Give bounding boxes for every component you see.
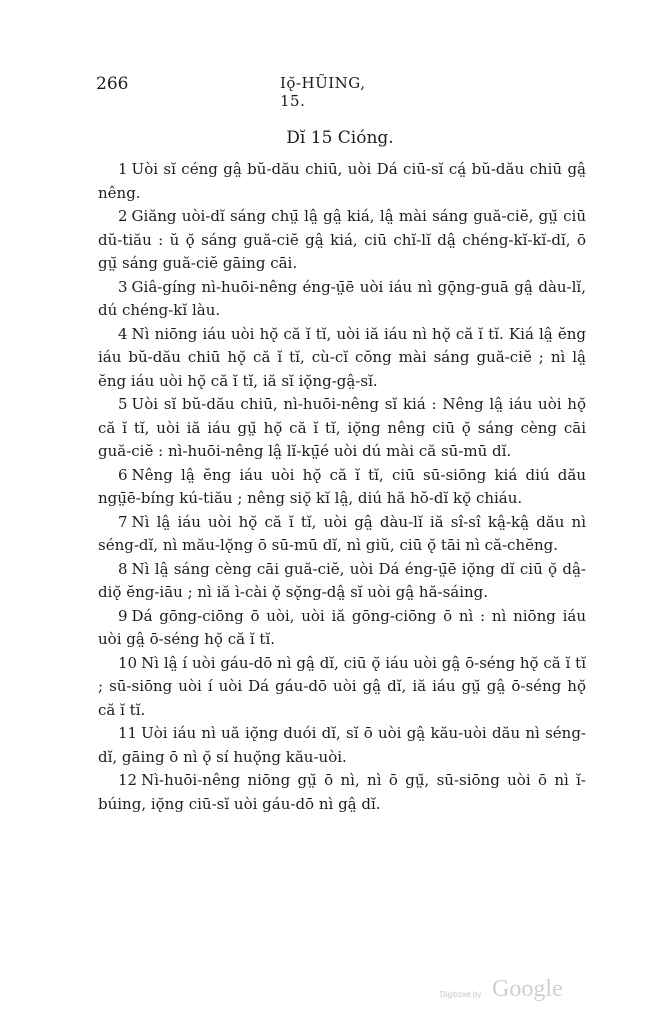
verse-text: Dá gōng-ciōng ō uòi, uòi iă gōng-ciōng ō nì : nì niōng iáu uòi gâ̤ ō-séng hǫ̆ că ĭ tĭ. — [98, 606, 586, 648]
page-number: 266 — [96, 74, 129, 94]
verse-number: 2 — [118, 207, 128, 225]
verse-text: Uòi sĭ bŭ-dău chiū, nì-huōi-nêng sĭ kiá : Nêng lâ̤ iáu uòi hǫ̆ că ĭ tĭ, uòi iă iáu gṳ̆ hǫ̆ că ĭ tĭ, iǫ̆ng nêng ciū ǫ̆ sáng cèng cāi guă-ciĕ : nì-huōi-nêng lâ̤ lĭ-kṳ̄é uòi dú mài că sū-mū dĭ. — [98, 395, 586, 460]
verse-number: 7 — [118, 512, 128, 531]
verse-text: Nì niōng iáu uòi hǫ̆ că ĭ tĭ, uòi iă iáu nì hǫ̆ că ĭ tĭ. Kiá lâ̤ ĕng iáu bŭ-dău chiū hǫ̆ că ĭ tĭ, cù-cĭ cŏng mài sáng guă-ciĕ ; nì lâ̤ ĕng iáu uòi hǫ̆ că ĭ tĭ, iă sĭ iǫ̆ng-gâ̤-sĭ. — [98, 324, 586, 390]
verse — [98, 558, 586, 605]
verse — [98, 158, 586, 205]
running-header — [96, 74, 396, 110]
verse — [98, 464, 586, 511]
verse-text: Uòi sĭ céng gâ̤ bŭ-dău chiū, uòi Dá ciū-sĭ cá̤ bŭ-dău chiū gâ̤ nêng. — [98, 160, 586, 202]
verse-text: Nêng lâ̤ ĕng iáu uòi hǫ̆ că ĭ tĭ, ciū sū-siōng kiá diú dău ngṳ̄ē-bíng kú-tiău ; nêng siǫ̆ kĭ lâ̤, diú hă hŏ-dĭ kǫ̆ chiáu. — [98, 465, 586, 507]
verse — [98, 652, 586, 723]
verse — [98, 722, 586, 769]
running-title: Iǫ̆-HŨING, 15. — [280, 74, 366, 110]
verse — [98, 393, 586, 464]
verse — [98, 511, 586, 558]
digitized-watermark — [440, 976, 600, 1006]
verse — [98, 205, 586, 276]
verse-number: 12 — [118, 771, 138, 789]
verse — [98, 769, 586, 816]
verse-text: Nì lâ̤ sáng cèng cāi guă-ciĕ, uòi Dá éng-ṳ̄ē iǫ̆ng dĭ ciū ǫ̆ dâ̤-diǫ̆ ĕng-iāu ; nì iă ì-cài ǫ̆ sǫ̆ng-dâ̤ sĭ uòi gâ̤ hă-sáing. — [98, 559, 586, 601]
verse-number: 3 — [118, 277, 128, 296]
verse-text: Nì-huōi-nêng niōng gṳ̆ ō nì, nì ō gṳ̆, sū-siōng uòi ō nì ĭ-búing, iǫ̆ng ciū-sĭ uòi gáu-dō nì gâ̤ dĭ. — [98, 771, 586, 813]
chapter-heading — [0, 128, 654, 148]
verse-text: Giăng uòi-dĭ sáng chṳ̄ lâ̤ gâ̤ kiá, lâ̤ mài sáng guă-ciĕ, gṳ̆ ciū dŭ-tiău : ŭ ǫ̆ sáng guă-ciĕ gâ̤ kiá, ciū chĭ-lĭ dâ̤ chéng-kĭ-kĭ-dĭ, ō gṳ̆ sáng guă-ciĕ gāing cāi. — [98, 207, 586, 272]
verse-text: Nì lâ̤ í uòi gáu-dō nì gâ̤ dĭ, ciū ǫ̆ iáu uòi gâ̤ ō-séng hǫ̆ că ĭ tĭ ; sū-siōng uòi í uòi Dá gáu-dō uòi gâ̤ dĭ, iă iáu gṳ̆ gâ̤ ō-séng hǫ̆ că ĭ tĭ. — [98, 653, 586, 719]
verse-number: 6 — [118, 465, 128, 484]
verse-number: 1 — [118, 160, 128, 178]
verse — [98, 323, 586, 394]
verse-text: Nì lâ̤ iáu uòi hǫ̆ că ĭ tĭ, uòi gâ̤ dàu-lĭ iă sî-sî kâ̤-kâ̤ dău nì séng-dĭ, nì mău-lǫ̆ng ō sū-mū dĭ, nì giŭ, ciū ǫ̆ tāi nì că-chĕng. — [98, 512, 586, 554]
verse-text: Uòi iáu nì uă iǫ̆ng duói dĭ, sĭ ō uòi gâ̤ kău-uòi dău nì séng-dĭ, gāing ō nì ǫ̆ sí huǫ̆ng kău-uòi. — [98, 724, 586, 766]
verse-number: 5 — [118, 395, 128, 413]
verse-number: 4 — [118, 324, 128, 343]
verse-number: 10 — [118, 653, 138, 672]
verse-number: 8 — [118, 559, 128, 578]
verse-text: Giâ-gíng nì-huōi-nêng éng-ṳ̄ē uòi iáu nì gǭng-guā gâ̤ dàu-lĭ, dú chéng-kĭ làu. — [98, 277, 586, 319]
verse — [98, 276, 586, 323]
verse-number: 9 — [118, 606, 128, 625]
google-logo: Google — [492, 976, 563, 1002]
digitized-by-label: Digitized by — [440, 990, 482, 999]
verse-number: 11 — [118, 724, 138, 742]
verse — [98, 605, 586, 652]
chapter-heading-text: Dĭ 15 Cióng. — [286, 128, 394, 148]
verse-list — [98, 158, 586, 816]
